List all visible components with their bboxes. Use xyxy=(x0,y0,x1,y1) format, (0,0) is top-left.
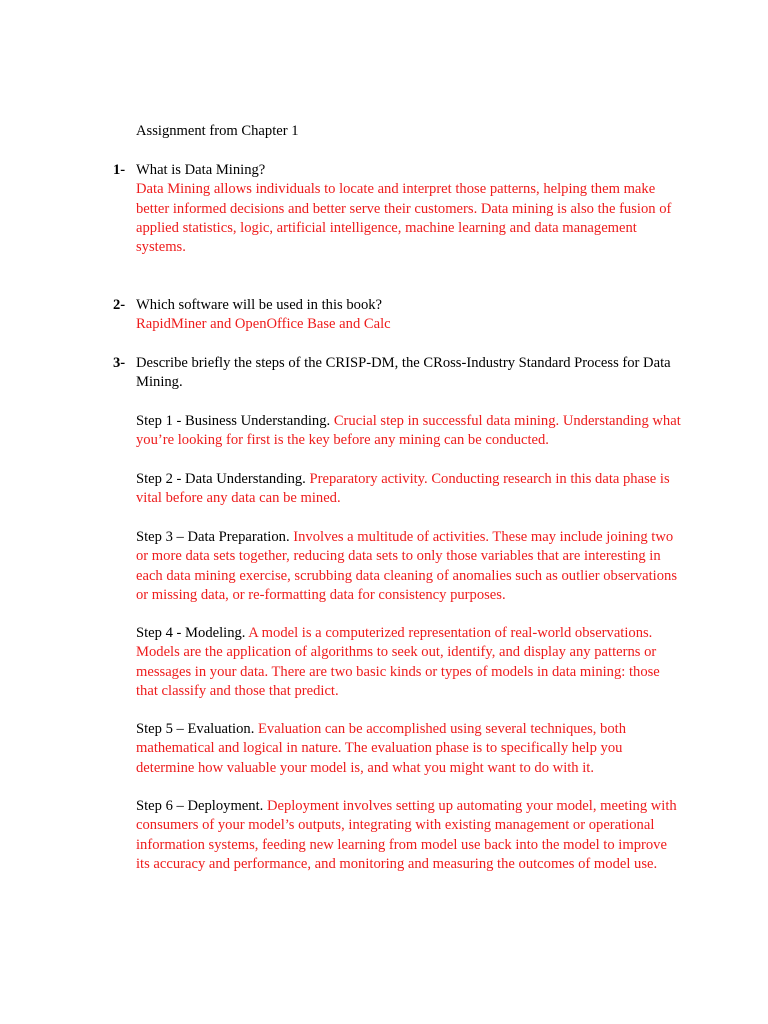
question-number: 3- xyxy=(113,355,126,371)
question-number: 2- xyxy=(113,297,126,313)
question-2 xyxy=(113,296,681,335)
step-answer: Crucial step in successful data mining. Understanding what you’re looking for first is the key before any mining can be conducted. xyxy=(136,413,681,449)
step-answer: Deployment involves setting up automating your model, meeting with consumers of your model’s outputs, integrating with existing management or operational information systems, feeding new learning from model use back into the model to improve its accuracy and performance, and monitoring and measuring the outcomes of model use. xyxy=(136,798,677,872)
answer-text: Data Mining allows individuals to locate and interpret those patterns, helping them make better informed decisions and better serve their customers. Data mining is also the fusion of applied statistics, logic, artificial intelligence, machine learning and data management systems. xyxy=(136,181,672,256)
document-title: Assignment from Chapter 1 xyxy=(136,123,299,139)
step-label: Step 1 - Business Understanding. xyxy=(136,413,331,429)
answer-text: RapidMiner and OpenOffice Base and Calc xyxy=(136,316,391,333)
step-6 xyxy=(136,797,681,874)
step-3 xyxy=(136,528,681,605)
question-1 xyxy=(113,161,681,257)
question-text: Which software will be used in this book? xyxy=(136,297,383,313)
step-label: Step 6 – Deployment. xyxy=(136,798,264,814)
step-answer: Evaluation can be accomplished using several techniques, both mathematical and logical in nature. The evaluation phase is to specifically help you determine how valuable your model is, and what you might want to do with it. xyxy=(136,721,626,776)
question-text: What is Data Mining? xyxy=(136,162,266,178)
step-5 xyxy=(136,720,681,778)
question-number: 1- xyxy=(113,162,126,178)
step-4 xyxy=(136,624,681,701)
step-answer: Involves a multitude of activities. These may include joining two or more data sets together, reducing data sets to only those variables that are interesting in each data mining exercise, scrubbing data cleaning of anomalies such as outlier observations or missing data, or re-formatting data for consistency purposes. xyxy=(136,529,678,603)
step-2 xyxy=(136,470,681,509)
step-answer: Preparatory activity. Conducting research in this data phase is vital before any data can be mined. xyxy=(136,471,670,507)
step-label: Step 5 – Evaluation. xyxy=(136,721,255,737)
step-answer: A model is a computerized representation of real-world observations. Models are the application of algorithms to seek out, identify, and display any patterns or messages in your data. There are two basic kinds or types of models in data mining: those that classify and those that predict. xyxy=(136,625,660,699)
question-text: Describe briefly the steps of the CRISP-DM, the CRoss-Industry Standard Process for Data Mining. xyxy=(136,355,671,391)
question-3 xyxy=(113,354,681,393)
step-label: Step 2 - Data Understanding. xyxy=(136,471,306,487)
step-label: Step 3 – Data Preparation. xyxy=(136,529,290,545)
step-1 xyxy=(136,412,681,451)
step-label: Step 4 - Modeling. xyxy=(136,625,246,641)
